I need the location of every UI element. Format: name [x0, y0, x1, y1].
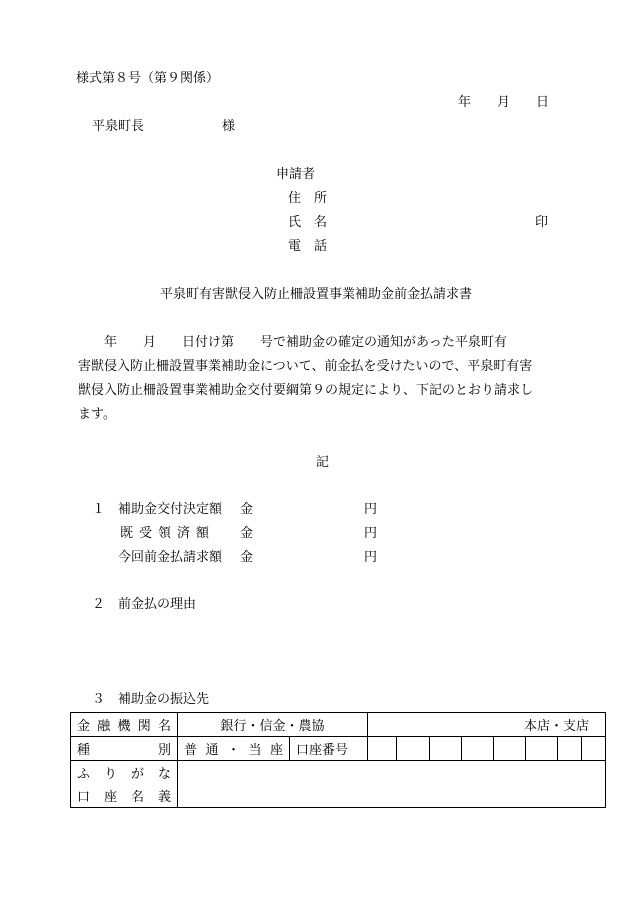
applicant-title: 申請者: [276, 167, 316, 182]
account-digit-box[interactable]: [368, 737, 397, 761]
name-label: 氏 名: [288, 215, 328, 230]
grant-decision-label: 補助金交付決定額: [118, 502, 223, 517]
furigana-label: ふ り が な: [77, 767, 171, 782]
date-line: 年 月 日: [458, 95, 550, 110]
ki-heading: 記: [316, 455, 330, 470]
account-number-label: 口座番号: [290, 737, 368, 761]
section-3-title: 補助金の振込先: [118, 692, 210, 707]
form-number: 様式第８号（第９関係）: [76, 71, 220, 86]
received-label-text: 既受領済額: [120, 526, 216, 541]
institution-label: 金 融 機 関 名: [77, 719, 171, 734]
account-digit-box[interactable]: [462, 737, 494, 761]
body-line: 年 月 日付け第 号で補助金の確定の通知があった平泉町有: [78, 335, 507, 350]
account-kind-cell[interactable]: [178, 737, 290, 761]
furigana-row: [71, 761, 606, 785]
section-2-title: 前金払の理由: [118, 597, 197, 612]
body-line: ます。: [78, 407, 116, 422]
yen-unit: 円: [364, 550, 378, 565]
bank-transfer-table: [70, 712, 606, 808]
holder-label-cell: [71, 784, 178, 808]
document-title: 平泉町有害獣侵入防止柵設置事業補助金前金払請求書: [160, 287, 473, 302]
account-digit-box[interactable]: [494, 737, 526, 761]
yen-unit: 円: [364, 502, 378, 517]
address-label: 住 所: [288, 191, 328, 206]
account-digit-box[interactable]: [397, 737, 430, 761]
account-digit-box[interactable]: [526, 737, 558, 761]
body-line: 害獣侵入防止柵設置事業補助金について、前金払を受けたいので、平泉町有害: [78, 359, 533, 374]
section-3-number: ３: [92, 692, 106, 707]
account-holder-field[interactable]: [178, 761, 606, 808]
furigana-label-cell: [71, 761, 178, 785]
account-digit-box[interactable]: [430, 737, 462, 761]
section-2-number: ２: [92, 597, 106, 612]
account-digit-box[interactable]: [558, 737, 582, 761]
holder-label: 口 座 名 義: [77, 790, 171, 805]
branch-types[interactable]: 本店・支店: [368, 713, 606, 737]
current-request-label: 今回前金払請求額: [118, 550, 223, 565]
account-kinds: 普 通 ・ 当 座: [184, 743, 283, 758]
account-digit-box[interactable]: [582, 737, 606, 761]
body-line: 獣侵入防止柵設置事業補助金交付要綱第９の規定により、下記のとおり請求し: [78, 383, 534, 398]
institution-row: [71, 713, 606, 737]
yen-unit: 円: [364, 526, 378, 541]
institution-types[interactable]: 銀行・信金・農協: [178, 713, 368, 737]
currency-prefix: 金: [240, 502, 254, 517]
seal-mark: 印: [535, 215, 549, 230]
currency-prefix: 金: [240, 550, 254, 565]
institution-label-cell: [71, 713, 178, 737]
account-type-row: [71, 737, 606, 761]
type-label-cell: [71, 737, 178, 761]
type-label: 種 別: [77, 743, 171, 758]
addressee: 平泉町長 様: [92, 119, 236, 134]
section-1-number: １: [92, 502, 106, 517]
phone-label: 電 話: [288, 239, 328, 254]
received-label: [118, 526, 228, 542]
request-body: [78, 331, 564, 427]
currency-prefix: 金: [240, 526, 254, 541]
